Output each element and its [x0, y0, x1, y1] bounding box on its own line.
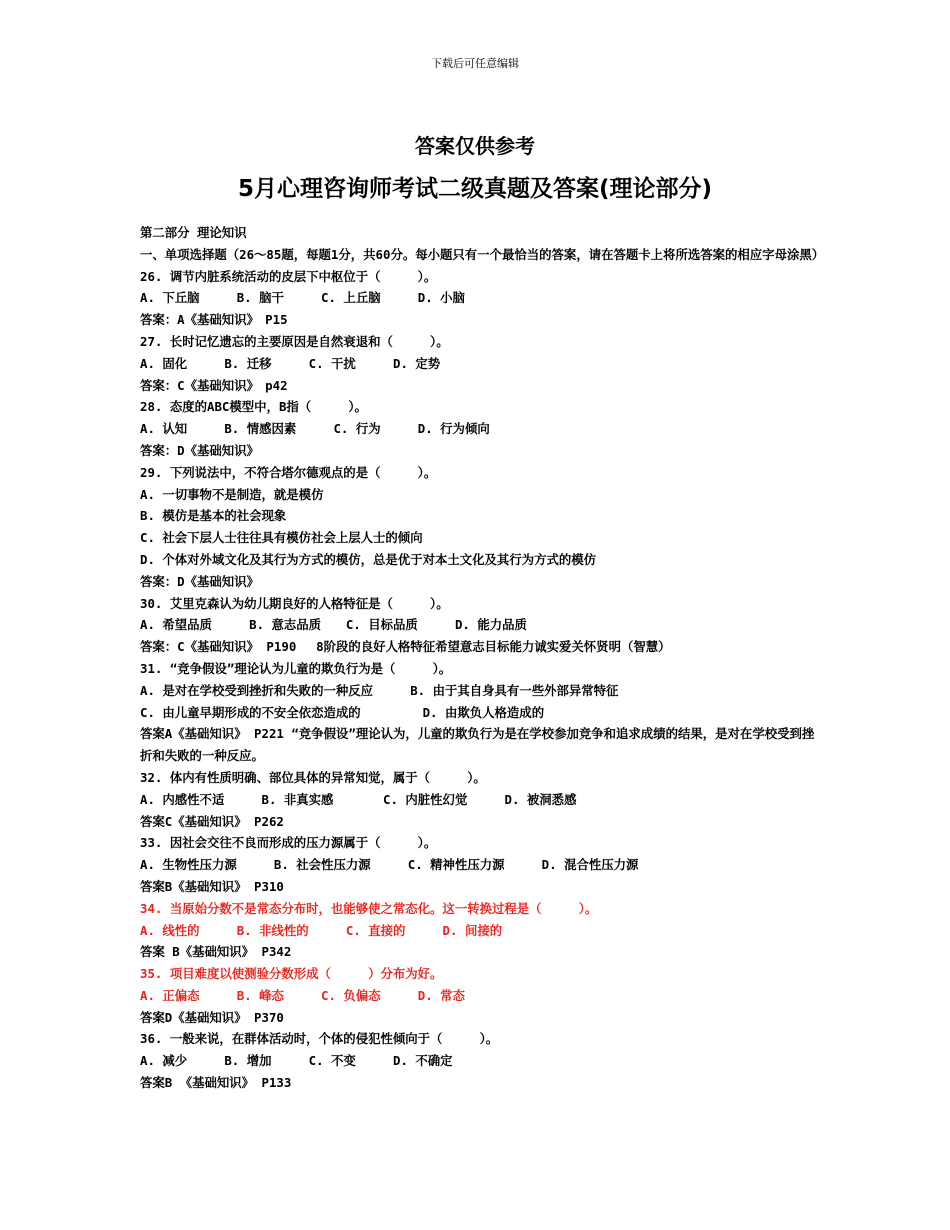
document-line: 35. 项目难度以使测验分数形成（ ）分布为好。: [140, 966, 443, 982]
document-line: A. 减少 B. 增加 C. 不变 D. 不确定: [140, 1053, 453, 1069]
subtitle: 答案仅供参考: [415, 134, 535, 158]
document-line: C. 由儿童早期形成的不安全依恋造成的 D. 由欺负人格造成的: [140, 704, 545, 720]
document-line: A. 认知 B. 情感因素 C. 行为 D. 行为倾向: [140, 421, 490, 437]
document-line: 答案：D《基础知识》: [140, 442, 259, 458]
document-line: 26. 调节内脏系统活动的皮层下中枢位于（ ）。: [140, 268, 437, 284]
document-line: A. 希望品质 B. 意志品质 C. 目标品质 D. 能力品质: [140, 617, 527, 633]
document-line: 答案：A《基础知识》 P15: [140, 312, 288, 328]
document-line: A. 生物性压力源 B. 社会性压力源 C. 精神性压力源 D. 混合性压力源: [140, 857, 639, 873]
document-line: 27. 长时记忆遗忘的主要原因是自然衰退和（ ）。: [140, 333, 449, 349]
document-line: 30. 艾里克森认为幼儿期良好的人格特征是（ ）。: [140, 595, 449, 611]
document-line: D. 个体对外域文化及其行为方式的模仿，总是优于对本土文化及其行为方式的模仿: [140, 551, 597, 567]
document-line: 答案：C《基础知识》 P190 8阶段的良好人格特征希望意志目标能力诚实爱关怀贤明（智慧）: [140, 639, 671, 655]
document-line: 第二部分 理论知识: [140, 225, 247, 240]
document-line: C. 社会下层人士往往具有模仿社会上层人士的倾向: [140, 530, 423, 546]
document-line: 一、单项选择题（26～85题，每题1分，共60分。每小题只有一个最恰当的答案，请在答题卡上将所选答案的相应字母涂黑）: [140, 246, 825, 262]
document-line: 答案B《基础知识》 P310: [140, 878, 284, 894]
document-line: 答案C《基础知识》 P262: [140, 813, 284, 829]
document-line: 答案 B《基础知识》 P342: [140, 944, 292, 960]
document-line: 答案D《基础知识》 P370: [140, 1009, 284, 1025]
document-line: A. 一切事物不是制造，就是模仿: [140, 486, 324, 502]
header-note: 下载后可任意编辑: [431, 57, 519, 70]
document-line: 36. 一般来说，在群体活动时，个体的侵犯性倾向于（ ）。: [140, 1031, 499, 1047]
document-line: A. 正偏态 B. 峰态 C. 负偏态 D. 常态: [140, 987, 465, 1003]
document-body: [140, 222, 825, 1094]
document-line: 答案：C《基础知识》 p42: [140, 377, 288, 393]
document-line: 答案B 《基础知识》 P133: [140, 1075, 292, 1091]
document-line: B. 模仿是基本的社会现象: [140, 508, 287, 524]
document-line: A. 内感性不适 B. 非真实感 C. 内脏性幻觉 D. 被洞悉感: [140, 791, 577, 807]
page-title: 5月心理咨询师考试二级真题及答案(理论部分): [237, 176, 713, 202]
document-line: A. 是对在学校受到挫折和失败的一种反应 B. 由于其自身具有一些外部异常特征: [140, 682, 619, 698]
document-line: A. 下丘脑 B. 脑干 C. 上丘脑 D. 小脑: [140, 290, 465, 306]
document-line: 28. 态度的ABC模型中，B指（ ）。: [140, 399, 367, 415]
document-line: 答案：D《基础知识》: [140, 573, 259, 589]
document-line: 答案A《基础知识》 P221 “竞争假设”理论认为，儿童的欺负行为是在学校参加竞争和追求成绩的结果，是对在学校受到挫折和失败的一种反应。: [140, 726, 815, 764]
document-line: 31. “竞争假设”理论认为儿童的欺负行为是（ ）。: [140, 660, 452, 676]
document-line: 34. 当原始分数不是常态分布时，也能够使之常态化。这一转换过程是（ ）。: [140, 900, 598, 916]
document-line: 33. 因社会交往不良而形成的压力源属于（ ）。: [140, 835, 437, 851]
document-line: A. 线性的 B. 非线性的 C. 直接的 D. 间接的: [140, 922, 503, 938]
document-line: A. 固化 B. 迁移 C. 干扰 D. 定势: [140, 355, 441, 371]
document-line: 32. 体内有性质明确、部位具体的异常知觉，属于（ ）。: [140, 769, 486, 785]
document-line: 29. 下列说法中，不符合塔尔德观点的是（ ）。: [140, 464, 437, 480]
